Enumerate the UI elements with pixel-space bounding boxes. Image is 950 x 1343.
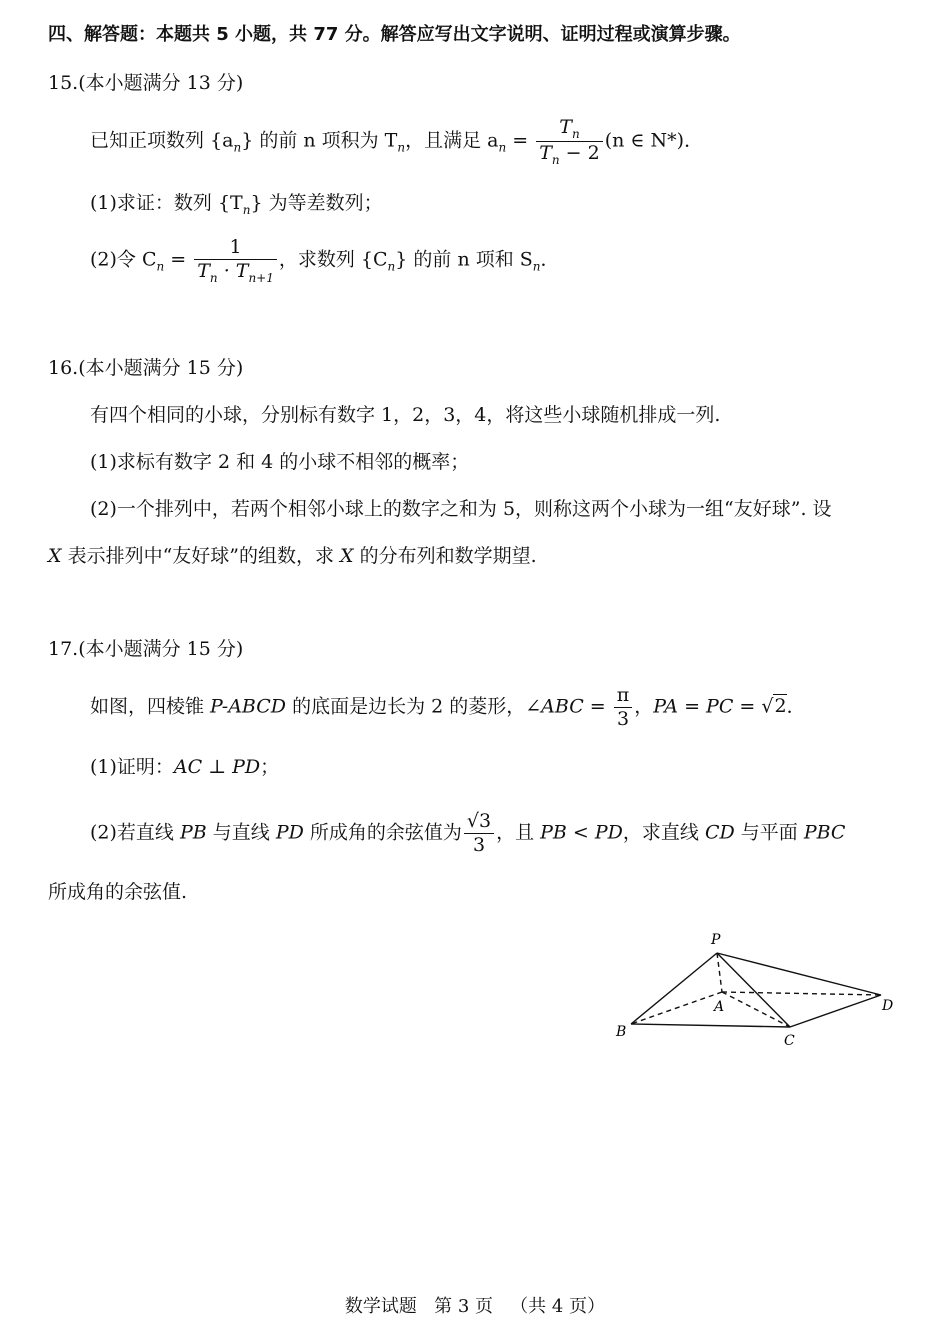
text: (1)求证：数列 {T [90,192,243,214]
text: ， [634,695,654,718]
problem-17-part-2-cont: 所成角的余弦值. [48,881,188,903]
numerator: √3 [464,810,494,834]
edge-cd [790,995,881,1027]
text: 的分布列和数学期望. [353,545,537,567]
text: ，求数列 {C [278,248,388,271]
text: 所成角的余弦值为 [303,821,462,844]
text: 与平面 [734,821,804,844]
label-b: B [616,1024,627,1040]
fraction-sqrt3-over-3 [464,810,494,857]
edge-ab [631,992,725,1024]
problem-15-score: (本小题满分 13 分) [78,72,244,94]
footer-page: 第 3 页 [434,1296,493,1317]
problem-16-heading [48,353,243,380]
subscript: n [209,270,218,285]
math: CD [704,821,735,844]
problem-16-part-2-cont [48,541,537,568]
section-header: 四、解答题：本题共 5 小题，共 77 分。解答应写出文字说明、证明过程或演算步骤。 [48,24,741,45]
variable-x: X [48,545,62,567]
text: ． [540,248,560,271]
text: ． [786,695,806,718]
numerator: 1 [194,236,277,260]
problem-15-heading [48,68,243,95]
problem-17-score: (本小题满分 15 分) [78,638,244,660]
text: 如图，四棱锥 [90,695,211,718]
pyramid-figure [600,925,920,1055]
text: (1)证明： [90,756,174,778]
problem-15-number: 15. [48,72,79,94]
math: PD [275,821,304,844]
text: ，且 [496,821,541,844]
subscript: n [532,259,541,274]
math: PBC [803,821,846,844]
numerator: π [614,684,633,708]
problem-15-part-1 [90,188,383,217]
problem-17-statement [90,684,806,731]
problem-16-part-1: (1)求标有数字 2 和 4 的小球不相邻的概率； [90,451,470,473]
subscript: n [551,152,560,167]
text: 与直线 [206,821,276,844]
label-p: P [711,932,721,948]
fraction-tn-over-tn-minus-2 [536,116,603,167]
edge-pd [717,953,881,995]
text: = [506,129,535,152]
text: (n ∈ N*)． [604,129,704,152]
problem-16-statement: 有四个相同的小球，分别标有数字 1，2，3，4，将这些小球随机排成一列. [90,404,721,426]
page-footer [0,1292,950,1318]
problem-15-part-2 [90,236,560,285]
edge-pc [717,953,790,1027]
problem-15-statement [90,116,703,167]
text: 的底面是边长为 2 的菱形，∠ [286,695,542,718]
text: (2)令 C [90,248,157,271]
text: = [678,695,707,718]
problem-16-score: (本小题满分 15 分) [78,357,244,379]
math: PB [179,821,207,844]
math: AC ⊥ PD [173,756,261,778]
text: (2)若直线 [90,821,180,844]
text: ，且满足 a [405,129,499,152]
math: PB < PD [540,821,623,844]
problem-16-part-2: (2)一个排列中，若两个相邻小球上的数字之和为 5，则称这两个小球为一组“友好球”. 设 [90,498,832,520]
problem-17-part-1 [90,752,279,779]
math: PC [706,695,734,718]
edge-pb [631,953,717,1024]
denominator: 3 [616,707,630,730]
denominator-rest: − 2 [559,142,600,165]
subscript: n+1 [248,270,274,285]
edge-ac [722,992,790,1027]
footer-total: （共 4 页） [510,1296,606,1317]
math: ABC [541,695,584,718]
footer-subject: 数学试题 [344,1296,417,1317]
subscript: n [571,126,580,141]
text: 表示排列中“友好球”的组数，求 [61,545,341,567]
text: 已知正项数列 {a [90,129,234,152]
problem-17-part-2 [90,810,845,857]
label-a: A [714,999,725,1015]
math: P-ABCD [210,695,287,718]
problem-16-number: 16. [48,357,79,379]
text: = [164,248,193,271]
edge-ad [722,992,881,995]
denominator: T [197,259,210,282]
subscript: n [498,140,507,155]
radicand: 2 [774,695,787,718]
denominator: T [539,142,552,165]
subscript: n [387,259,396,274]
text: } 的前 n 项和 S [395,248,533,271]
label-c: C [784,1033,795,1049]
math: PA [653,695,679,718]
problem-17-heading [48,634,243,661]
fraction-pi-over-3 [614,684,633,731]
variable-x: X [340,545,354,567]
problem-17-number: 17. [48,638,79,660]
numerator: T [559,116,572,138]
denominator-rest: · T [217,259,249,282]
text: = [583,695,612,718]
text: ； [260,756,280,778]
edge-bc [631,1024,790,1027]
subscript: n [397,140,406,155]
denominator: 3 [472,833,486,856]
text: } 的前 n 项积为 T [241,129,398,152]
subscript: n [242,202,251,217]
text: = √ [733,695,774,718]
text: } 为等差数列； [250,192,383,214]
text: ，求直线 [622,821,705,844]
fraction-cn [194,236,277,285]
label-d: D [882,998,894,1014]
subscript: n [156,259,165,274]
subscript: n [233,140,242,155]
edge-pa [717,953,722,992]
